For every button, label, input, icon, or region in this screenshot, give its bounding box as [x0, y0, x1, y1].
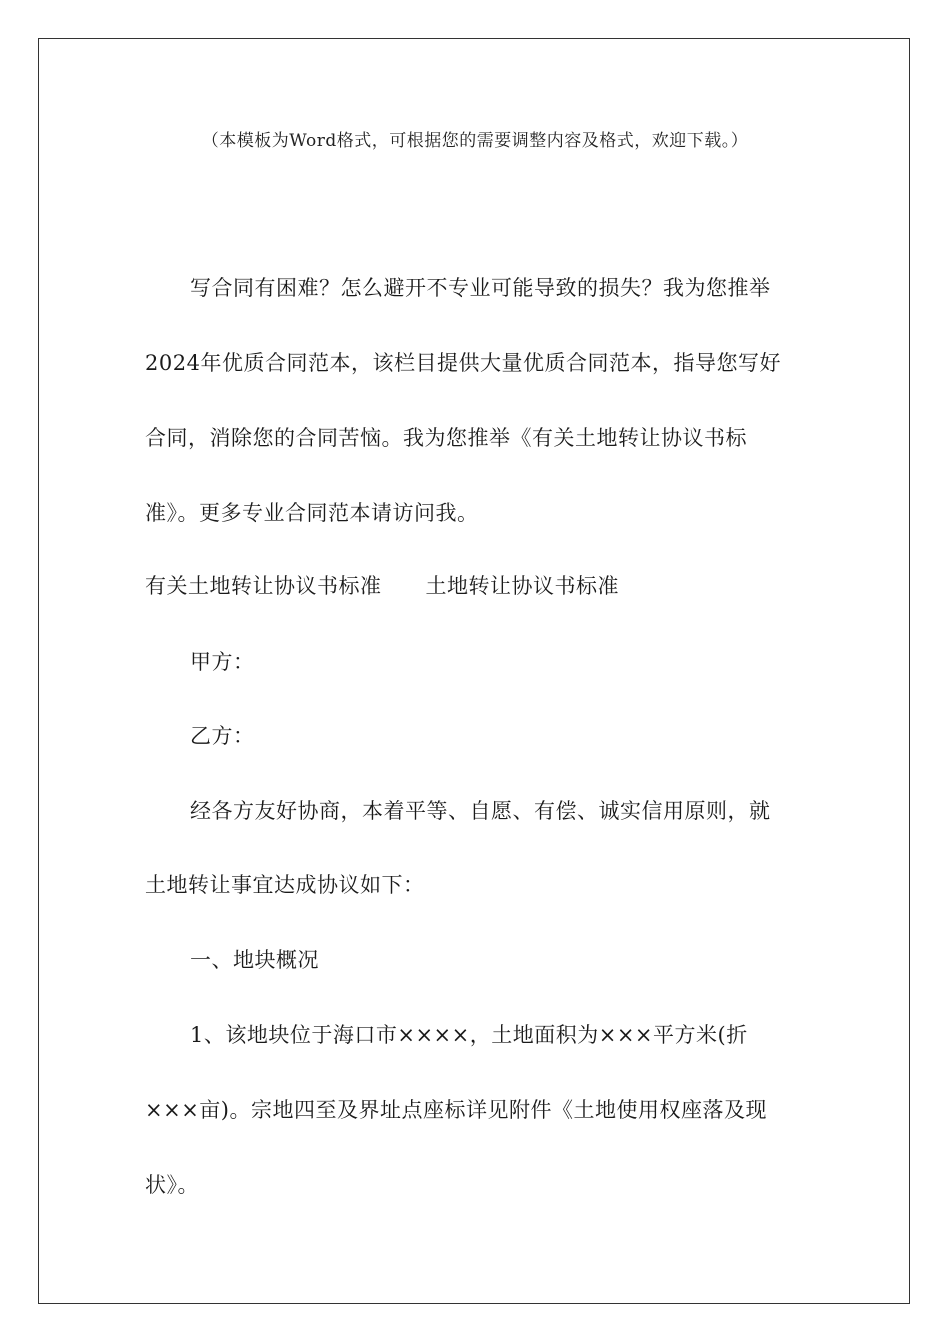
title-right: 土地转让协议书标准 — [425, 574, 619, 598]
title-left: 有关土地转让协议书标准 — [145, 574, 382, 598]
party-a-label: 甲方： — [190, 650, 255, 674]
template-note: （本模板为Word格式，可根据您的需要调整内容及格式，欢迎下载。） — [201, 131, 749, 151]
section-1-heading: 一、地块概况 — [190, 948, 319, 972]
preamble-line-2: 土地转让事宜达成协议如下： — [145, 873, 425, 897]
clause-1-line-3: 状》。 — [145, 1173, 199, 1197]
preamble-line-1: 经各方友好协商，本着平等、自愿、有偿、诚实信用原则，就 — [190, 799, 771, 823]
clause-1-line-1: 1、该地块位于海口市××××，土地面积为×××平方米(折 — [190, 1023, 748, 1047]
clause-1-line-2: ×××亩)。宗地四至及界址点座标详见附件《土地使用权座落及现 — [145, 1098, 767, 1122]
party-b-label: 乙方： — [190, 724, 255, 748]
intro-line-4: 准》。更多专业合同范本请访问我。 — [145, 501, 479, 525]
intro-line-3: 合同，消除您的合同苦恼。我为您推举《有关土地转让协议书标 — [145, 426, 747, 450]
intro-line-2: 2024年优质合同范本，该栏目提供大量优质合同范本，指导您写好 — [145, 351, 781, 375]
document-title — [145, 571, 619, 601]
intro-line-1: 写合同有困难？怎么避开不专业可能导致的损失？我为您推举 — [190, 276, 771, 300]
